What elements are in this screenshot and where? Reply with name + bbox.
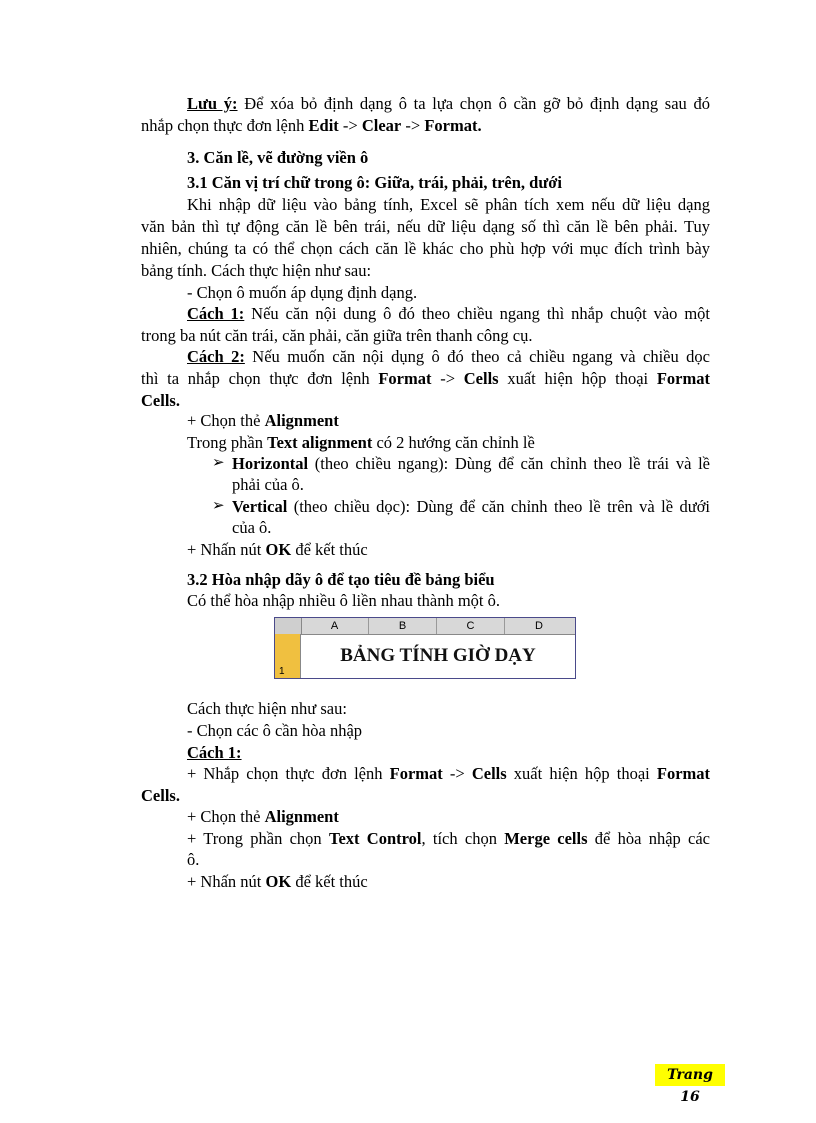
step-text: + Nhấn nút <box>187 872 266 891</box>
alignment-step <box>187 410 339 431</box>
method-1-line-2: trong ba nút căn trái, căn phải, căn giữa trên thanh công cụ. <box>141 326 533 345</box>
menu-cells: Cells <box>463 369 499 388</box>
method-2-label: Cách 2: <box>187 347 245 366</box>
section-3-heading: 3. Căn lề, vẽ đường viền ô <box>187 148 369 167</box>
column-header: B <box>369 618 437 634</box>
method-2-text: xuất hiện hộp thoại <box>498 369 657 388</box>
text-alignment-term: Text alignment <box>267 433 373 452</box>
horizontal-term: Horizontal <box>232 454 309 473</box>
note-text: Để xóa bỏ định dạng ô ta lựa chọn ô cần gỡ bỏ định dạng sau đó <box>237 94 711 113</box>
step-text: + Nhấn nút <box>187 540 266 559</box>
dialog-name-cont: Cells. <box>141 391 180 410</box>
method-2-line-1 <box>187 346 710 367</box>
method-1-text: Nếu căn nội dung ô đó theo chiều ngang thì nhắp chuột vào một <box>244 304 710 323</box>
merge-cells-term: Merge cells <box>504 829 588 848</box>
row-number: 1 <box>279 666 285 677</box>
note-line-1 <box>187 93 710 114</box>
arrow-text: -> <box>338 116 362 135</box>
bullet-text: (theo chiều ngang): Dùng để căn chỉnh theo lề trái và lề <box>308 454 710 473</box>
vertical-bullet-line-1 <box>232 496 710 517</box>
row-header <box>275 634 301 678</box>
step-text: + Chọn thẻ <box>187 411 265 430</box>
section-3-2-heading: 3.2 Hòa nhập dãy ô để tạo tiêu đề bảng biểu <box>187 570 495 589</box>
dialog-name: Format <box>656 764 711 783</box>
vertical-bullet-line-2: của ô. <box>232 518 272 537</box>
method-1-label: Cách 1: <box>187 304 245 323</box>
vertical-term: Vertical <box>232 497 288 516</box>
note-label: Lưu ý: <box>187 94 238 113</box>
alignment-step <box>187 806 339 827</box>
dialog-name: Format <box>656 369 710 388</box>
paragraph-line: nhiên, chúng ta có thể chọn cách căn lề khác cho phù hợp với mục đích trình bày <box>141 239 710 258</box>
step-text: để hòa nhập các <box>587 829 710 848</box>
page-number-badge: Trang 16 <box>655 1064 725 1086</box>
step-text: để kết thúc <box>291 540 368 559</box>
paragraph-line: văn bản thì tự động căn lề bên trái, nếu dữ liệu dạng số thì căn lề bên phải. Tuy <box>141 217 710 236</box>
column-header: C <box>437 618 505 634</box>
bullet-arrow-icon: ➢ <box>212 455 225 471</box>
ok-step <box>187 871 368 892</box>
text-control-step <box>187 828 710 849</box>
text-control-step-cont: ô. <box>187 850 200 869</box>
menu-format: Format <box>378 369 432 388</box>
ok-term: OK <box>265 540 292 559</box>
menu-cells: Cells <box>471 764 507 783</box>
select-all-corner <box>275 618 302 634</box>
method-2-text: thì ta nhắp chọn thực đơn lệnh <box>141 369 379 388</box>
tab-alignment-text: Alignment <box>264 411 339 430</box>
horizontal-bullet-line-1 <box>232 453 710 474</box>
method-2-line-2 <box>141 368 710 389</box>
menu-edit: Edit <box>308 116 339 135</box>
menu-format: Format. <box>424 116 482 135</box>
step-text: có 2 hướng căn chỉnh lề <box>372 433 535 452</box>
text-alignment-line <box>187 432 535 453</box>
arrow-text: -> <box>442 764 472 783</box>
tab-alignment-text: Alignment <box>264 807 339 826</box>
step-text: + Chọn thẻ <box>187 807 265 826</box>
select-cells-step: - Chọn các ô cần hòa nhập <box>187 721 363 740</box>
how-to-line: Cách thực hiện như sau: <box>187 699 347 718</box>
merged-cell-title: BẢNG TÍNH GIỜ DẠY <box>340 645 536 666</box>
method-1-line-1 <box>187 303 710 324</box>
step-text: Trong phần <box>187 433 268 452</box>
select-cell-step: - Chọn ô muốn áp dụng định dạng. <box>187 283 418 302</box>
step-text: xuất hiện hộp thoại <box>506 764 657 783</box>
horizontal-bullet-line-2: phải của ô. <box>232 475 304 494</box>
method-2-text: Nếu muốn căn nội dụng ô đó theo cả chiều ngang và chiều dọc <box>244 347 710 366</box>
dialog-name-cont: Cells. <box>141 786 180 805</box>
menu-clear: Clear <box>361 116 402 135</box>
ok-term: OK <box>265 872 292 891</box>
column-header: D <box>535 620 543 632</box>
column-header: A <box>301 618 369 634</box>
section-3-1-heading: 3.1 Căn vị trí chữ trong ô: Giữa, trái, phải, trên, dưới <box>187 173 562 192</box>
spreadsheet-figure <box>274 617 576 679</box>
text-control-term: Text Control <box>328 829 422 848</box>
merge-intro: Có thể hòa nhập nhiều ô liền nhau thành một ô. <box>187 591 500 610</box>
column-header-bar <box>275 618 575 635</box>
paragraph-line: bảng tính. Cách thực hiện như sau: <box>141 261 372 280</box>
bullet-arrow-icon: ➢ <box>212 498 225 514</box>
arrow-text: -> <box>431 369 464 388</box>
ok-step <box>187 539 368 560</box>
paragraph-line: Khi nhập dữ liệu vào bảng tính, Excel sẽ phân tích xem nếu dữ liệu dạng <box>187 195 710 214</box>
note-text-2: nhắp chọn thực đơn lệnh <box>141 116 309 135</box>
step-text: , tích chọn <box>421 829 505 848</box>
step-text: + Trong phần chọn <box>187 829 329 848</box>
merge-step-1 <box>187 763 710 784</box>
menu-format: Format <box>389 764 443 783</box>
method-1-label: Cách 1: <box>187 743 242 762</box>
step-text: + Nhắp chọn thực đơn lệnh <box>187 764 390 783</box>
arrow-text: -> <box>401 116 425 135</box>
bullet-text: (theo chiều dọc): Dùng để căn chỉnh theo lề trên và lề dưới <box>287 497 710 516</box>
note-line-2 <box>141 115 482 136</box>
step-text: để kết thúc <box>291 872 368 891</box>
